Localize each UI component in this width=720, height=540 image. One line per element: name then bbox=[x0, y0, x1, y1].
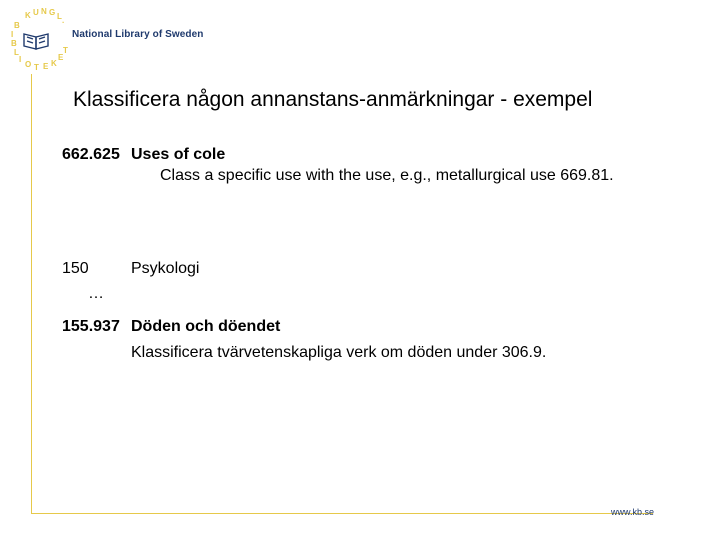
kb-logo bbox=[2, 4, 78, 76]
class-heading-doden-och-doendet: Döden och döendet bbox=[131, 318, 281, 335]
svg-text:K U N G: K U N G L . B I B L I O T E K E T bbox=[11, 7, 68, 72]
class-heading-psykologi: Psykologi bbox=[131, 260, 200, 277]
class-number-155-937: 155.937 bbox=[62, 318, 120, 335]
frame-vertical-line bbox=[31, 74, 32, 514]
book-icon bbox=[24, 34, 48, 49]
class-elsewhere-note: Klassificera tvärvetenskapliga verk om döden under 306.9. bbox=[131, 344, 547, 361]
slide-title: Klassificera någon annanstans-anmärkningar - exempel bbox=[73, 88, 593, 111]
library-name-label: National Library of Sweden bbox=[72, 29, 204, 40]
footer-url: www.kb.se bbox=[610, 507, 654, 517]
frame-horizontal-line bbox=[31, 513, 653, 514]
class-number-662-625: 662.625 bbox=[62, 146, 120, 163]
class-else-note: Class a specific use with the use, e.g., metallurgical use 669.81. bbox=[160, 167, 614, 184]
ellipsis: … bbox=[88, 285, 104, 302]
class-number-150: 150 bbox=[62, 260, 89, 277]
class-heading-uses-of-cole: Uses of cole bbox=[131, 146, 226, 163]
